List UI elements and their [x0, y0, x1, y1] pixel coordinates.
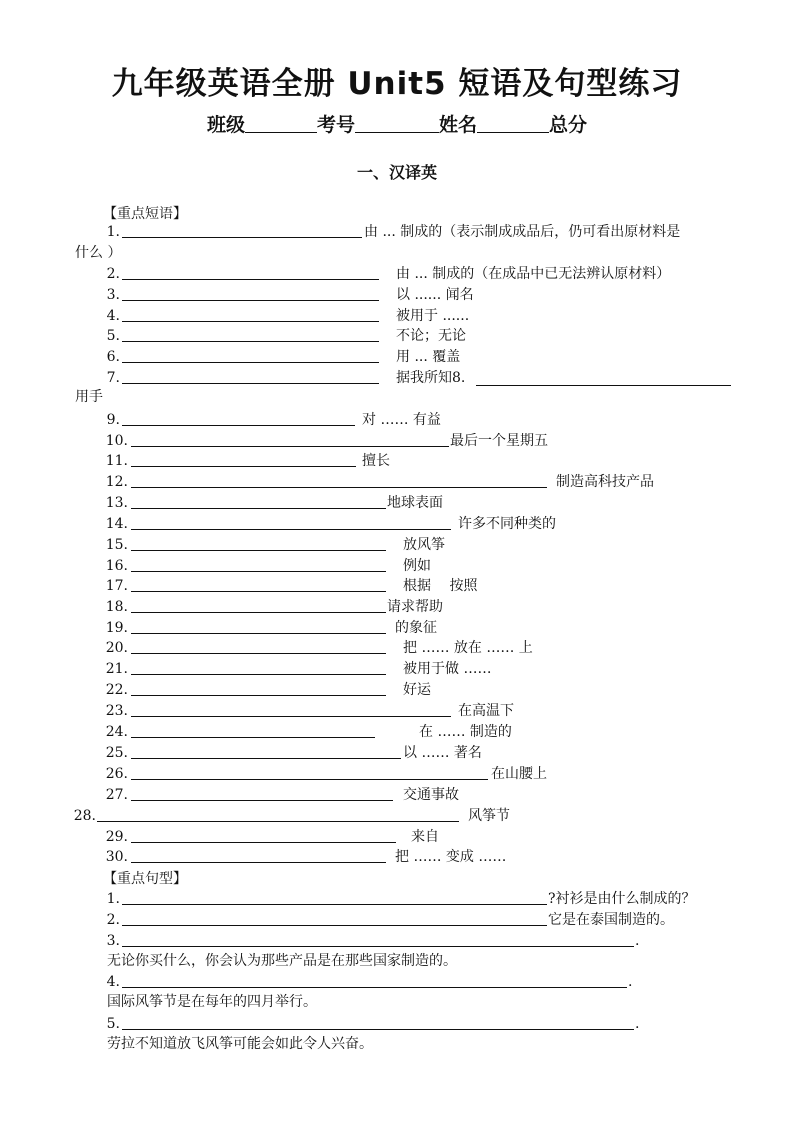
answer-blank[interactable]: [122, 326, 379, 342]
answer-blank[interactable]: [131, 847, 386, 863]
phrase-item: [0, 847, 794, 867]
phrase-chinese: 被用于 ......: [396, 308, 470, 324]
phrase-item: [0, 680, 794, 700]
phrase-item: [0, 285, 794, 305]
phrase-item: [0, 347, 794, 367]
answer-blank-8[interactable]: [476, 370, 731, 386]
phrase-number: 30.: [105, 849, 128, 865]
name-field[interactable]: [477, 114, 549, 133]
phrase-number: 10.: [105, 433, 128, 449]
sentence-number: 3.: [106, 933, 120, 949]
phrase-chinese: 把 …… 放在 …… 上: [403, 640, 533, 656]
answer-blank[interactable]: [122, 264, 379, 280]
phrase-item: [0, 576, 794, 596]
sentence-answer-blank[interactable]: [122, 910, 547, 926]
answer-blank[interactable]: [131, 764, 488, 780]
phrase-number: 5.: [106, 328, 120, 344]
answer-blank[interactable]: [131, 618, 386, 634]
phrase-item: [0, 493, 794, 513]
phrase-number: 4.: [106, 308, 120, 324]
phrase-chinese: 最后一个星期五: [450, 433, 548, 449]
phrase-number: 1.: [106, 224, 120, 240]
phrase-chinese: 制造高科技产品: [556, 474, 654, 490]
sentence-prompt: 它是在泰国制造的。: [548, 912, 674, 928]
answer-blank[interactable]: [131, 556, 386, 572]
sentence-item: [0, 1014, 794, 1034]
phrase-item: [0, 306, 794, 326]
answer-blank[interactable]: [131, 827, 396, 843]
phrase-number: 25.: [105, 745, 128, 761]
phrase-number: 11.: [105, 453, 128, 469]
phrase-number: 9.: [106, 412, 120, 428]
class-label: 班级: [206, 114, 245, 136]
phrase-number: 29.: [105, 829, 128, 845]
phrase-number: 24.: [105, 724, 128, 740]
sentence-prompt: .: [635, 1016, 640, 1032]
answer-blank[interactable]: [131, 597, 386, 613]
phrase-number: 20.: [105, 640, 128, 656]
answer-blank[interactable]: [122, 285, 379, 301]
answer-blank[interactable]: [97, 806, 459, 822]
sentences-header: 【重点句型】: [103, 871, 187, 887]
phrase-number: 17.: [105, 578, 128, 594]
phrase-item: [0, 514, 794, 534]
phrase-chinese: 由 ... 制成的（在成品中已无法辨认原材料）: [396, 266, 671, 282]
phrase-chinese: 据我所知8.: [396, 370, 466, 386]
answer-blank[interactable]: [131, 743, 401, 759]
phrase-item: [0, 556, 794, 576]
phrase-number: 15.: [105, 537, 128, 553]
answer-blank[interactable]: [131, 514, 451, 530]
sentence-item: [0, 910, 794, 930]
sentence-chinese: 劳拉不知道放飞风筝可能会如此令人兴奋。: [107, 1036, 373, 1052]
phrase-chinese: 放风筝: [403, 537, 445, 553]
phrase-number: 27.: [105, 787, 128, 803]
phrase-item: [0, 743, 794, 763]
phrase-chinese: 请求帮助: [387, 599, 443, 615]
phrase-item: [0, 472, 794, 492]
phrase-number: 19.: [105, 620, 128, 636]
phrase-item: [0, 264, 794, 284]
answer-blank[interactable]: [131, 451, 356, 467]
answer-blank[interactable]: [122, 347, 379, 363]
phrase-chinese: 风筝节: [468, 808, 510, 824]
phrase-number: 13.: [105, 495, 128, 511]
sentence-number: 2.: [106, 912, 120, 928]
sentence-prompt: .: [635, 933, 640, 949]
phrase-chinese: 交通事故: [403, 787, 459, 803]
phrase-chinese: 以 …… 著名: [403, 745, 482, 761]
phrase-item: [0, 410, 794, 430]
sentence-prompt: .: [628, 974, 633, 990]
phrase-chinese: 在 …… 制造的: [419, 724, 512, 740]
phrase-chinese: 擅长: [362, 453, 390, 469]
answer-blank[interactable]: [131, 785, 393, 801]
answer-blank[interactable]: [131, 431, 449, 447]
sentence-answer-blank[interactable]: [122, 889, 547, 905]
phrase-item: [0, 722, 794, 742]
answer-blank[interactable]: [122, 368, 379, 384]
sentence-number: 1.: [106, 891, 120, 907]
answer-blank[interactable]: [131, 680, 386, 696]
phrase-item: [0, 785, 794, 805]
phrase-item: [0, 222, 794, 242]
answer-blank[interactable]: [131, 638, 386, 654]
phrase-number: 16.: [105, 558, 128, 574]
phrase-item: [0, 451, 794, 471]
phrase-item: [0, 535, 794, 555]
sentence-item: [0, 889, 794, 909]
phrase-chinese: 在山腰上: [491, 766, 547, 782]
phrase-number: 12.: [105, 474, 128, 490]
sentence-answer-blank[interactable]: [122, 931, 634, 947]
phrase-number: 2.: [106, 266, 120, 282]
phrases-header: 【重点短语】: [103, 206, 187, 222]
class-field[interactable]: [245, 114, 317, 133]
sentence-chinese: 无论你买什么，你会认为那些产品是在那些国家制造的。: [107, 953, 457, 969]
exam-number-field[interactable]: [355, 114, 439, 133]
name-label: 姓名: [439, 114, 478, 136]
phrase-chinese: 用 ... 覆盖: [396, 349, 461, 365]
phrase-item: [0, 431, 794, 451]
phrase-item: [0, 806, 794, 826]
phrase-chinese: 对 …… 有益: [362, 412, 441, 428]
sentence-item: [0, 931, 794, 951]
phrase-chinese: 把 …… 变成 ……: [395, 849, 507, 865]
phrase-item: [0, 597, 794, 617]
phrase-chinese: 在高温下: [458, 703, 514, 719]
student-info-line: [0, 110, 794, 137]
sentence-chinese: 国际风筝节是在每年的四月举行。: [107, 994, 317, 1010]
exam-number-label: 考号: [316, 114, 355, 136]
phrase-item: [0, 638, 794, 658]
phrase-number: 14.: [105, 516, 128, 532]
answer-blank[interactable]: [122, 222, 362, 238]
phrase-item: [0, 701, 794, 721]
answer-blank[interactable]: [131, 701, 451, 717]
answer-blank[interactable]: [122, 410, 355, 426]
sentence-number: 4.: [106, 974, 120, 990]
phrase-number: 3.: [106, 287, 120, 303]
section-title: 一、汉译英: [356, 163, 437, 182]
phrase-item: [0, 659, 794, 679]
phrase-number: 21.: [105, 661, 128, 677]
phrase-chinese: 不论；无论: [396, 328, 466, 344]
phrase-number: 23.: [105, 703, 128, 719]
sentence-answer-blank[interactable]: [122, 972, 627, 988]
answer-blank[interactable]: [122, 306, 379, 322]
phrase-item: [0, 326, 794, 346]
phrase-number: 28.: [73, 808, 96, 824]
phrase-chinese: 好运: [403, 682, 431, 698]
answer-blank[interactable]: [131, 535, 386, 551]
phrase-number: 22.: [105, 682, 128, 698]
phrase-chinese: 许多不同种类的: [458, 516, 556, 532]
answer-blank[interactable]: [131, 576, 386, 592]
phrase-item: [0, 618, 794, 638]
score-label: 总分: [549, 114, 588, 136]
phrase-chinese: 例如: [403, 558, 431, 574]
answer-blank[interactable]: [131, 472, 547, 488]
phrase-number: 7.: [106, 370, 120, 386]
phrase-chinese: 由 ... 制成的（表示制成成品后，仍可看出原材料是: [364, 224, 681, 240]
phrase-number: 18.: [105, 599, 128, 615]
page-title: 九年级英语全册 Unit5 短语及句型练习: [111, 66, 683, 102]
phrase-chinese: 的象征: [395, 620, 437, 636]
sentence-prompt: ?衬衫是由什么制成的？: [548, 891, 696, 907]
answer-blank[interactable]: [131, 722, 375, 738]
phrase-chinese: 被用于做 ……: [403, 661, 492, 677]
phrase-number: 26.: [105, 766, 128, 782]
phrase-chinese: 根据 按照: [403, 578, 478, 594]
phrase-chinese: 以 ...... 闻名: [396, 287, 474, 303]
phrase-chinese: 地球表面: [387, 495, 443, 511]
phrase-chinese: 来自: [411, 829, 439, 845]
sentence-answer-blank[interactable]: [122, 1014, 634, 1030]
phrase-item: [0, 764, 794, 784]
answer-blank[interactable]: [131, 493, 386, 509]
phrase-number: 6.: [106, 349, 120, 365]
phrase-item: [0, 827, 794, 847]
phrase-1-continuation: 什么 ）: [75, 245, 122, 261]
sentence-number: 5.: [106, 1016, 120, 1032]
sentence-item: [0, 972, 794, 992]
phrase-7-continuation: 用手: [75, 389, 103, 405]
answer-blank[interactable]: [131, 659, 386, 675]
